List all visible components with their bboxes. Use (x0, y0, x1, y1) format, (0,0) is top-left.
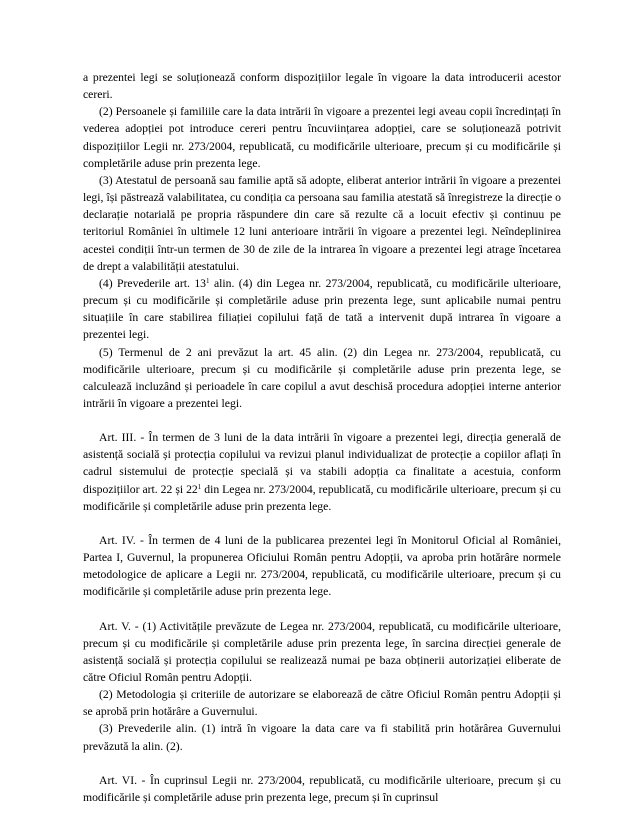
superscript: 1 (206, 276, 210, 285)
superscript: 1 (197, 482, 202, 491)
article-iii (83, 429, 561, 515)
article-iii-part-b: din Legea nr. 273/2004, republicată, cu modificările ulterioare, precum și cu modificările și completările aduse prin prezenta lege. (83, 482, 561, 513)
document-body (83, 69, 561, 806)
article-iv: Art. IV. - În termen de 4 luni de la publicarea prezentei legi în Monitorul Oficial al României, Partea I, Guvernul, la propunerea Oficiului Român pentru Adopții, va aproba prin hotărâre normele metodologice de aplicare a Legii nr. 273/2004, republicată, cu modificările ulterioare, precum și cu modificările și completările aduse prin prezenta lege. (83, 533, 561, 599)
paragraph-alin-2: (2) Persoanele și familiile care la data intrării în vigoare a prezentei legi aveau copii încredințați în vederea adopției pot introduce cereri pentru încuviințarea adopției, care se soluționează potrivit dispozițiilor Legii nr. 273/2004, republicată, cu modificările ulterioare, precum și cu modificările și completările aduse prin prezenta lege. (83, 105, 561, 170)
paragraph-alin-3: (3) Atestatul de persoană sau familie aptă să adopte, eliberat anterior intrării în vigoare a prezentei legi, își păstrează valabilitatea, cu condiția ca persoana sau familia atestată să înregistreze la direcție o declarație notarială pe propria răspundere din care să rezulte că a locuit efectiv și continuu pe teritoriul României în ultimele 12 luni anterioare intrării în vigoare a prezentei legi. Neîndeplinirea acestei condiții într-un termen de 30 de zile de la intrarea în vigoare a prezentei legi atrage încetarea de drept a valabilității atestatului. (83, 173, 561, 273)
article-v-alin-2: (2) Metodologia și criteriile de autorizare se elaborează de către Oficiul Român pentru Adopții și se aprobă prin hotărâre a Guvernului. (83, 688, 561, 719)
paragraph-alin-5: (5) Termenul de 2 ani prevăzut la art. 45 alin. (2) din Legea nr. 273/2004, republicată, cu modificările ulterioare, precum și cu modificările și completările aduse prin prezenta lege, se calculează incluzând și perioadele în care copilul a avut deschisă procedura adopției interne anterior intrării în vigoare a prezentei legi. (83, 345, 561, 410)
article-vi: Art. VI. - În cuprinsul Legii nr. 273/2004, republicată, cu modificările ulterioare, precum și cu modificările și completările aduse prin prezenta lege, precum și în cuprinsul (83, 773, 561, 804)
article-iii-part-a: Art. III. - În termen de 3 luni de la data intrării în vigoare a prezentei legi, direcția generală de asistență socială și protecția copilului va revizui planul individualizat de protecție a copiilor aflați în cadrul sistemului de protecție specială și va stabili adopția ca finalitate a acestuia, conform dispozițiilor art. 22 și 22 (83, 431, 561, 496)
paragraph-alin-4-part-b: alin. (4) din Legea nr. 273/2004, republicată, cu modificările ulterioare, precum și cu modificările și completările aduse prin prezenta lege, sunt aplicabile numai pentru situațiile în care stabilirea filiației copilului față de tată a intervenit după intrarea în vigoare a prezentei legi. (83, 276, 561, 342)
article-v-alin-3: (3) Prevederile alin. (1) intră în vigoare la data care va fi stabilită prin hotărârea Guvernului prevăzută la alin. (2). (83, 722, 561, 753)
paragraph-alin-4-part-a: (4) Prevederile art. 13 (99, 276, 207, 290)
paragraph-continuation: a prezentei legi se soluționează conform dispozițiilor legale în vigoare la data introducerii acestor cereri. (83, 71, 561, 102)
paragraph-alin-4 (83, 275, 561, 344)
article-v-alin-1: Art. V. - (1) Activitățile prevăzute de Legea nr. 273/2004, republicată, cu modificările ulterioare, precum și cu modificările și completările aduse prin prezenta lege, în sarcina direcției generale de asistență socială și protecția copilului se realizează numai pe baza obținerii autorizației eliberate de către Oficiul Român pentru Adopții. (83, 619, 561, 684)
